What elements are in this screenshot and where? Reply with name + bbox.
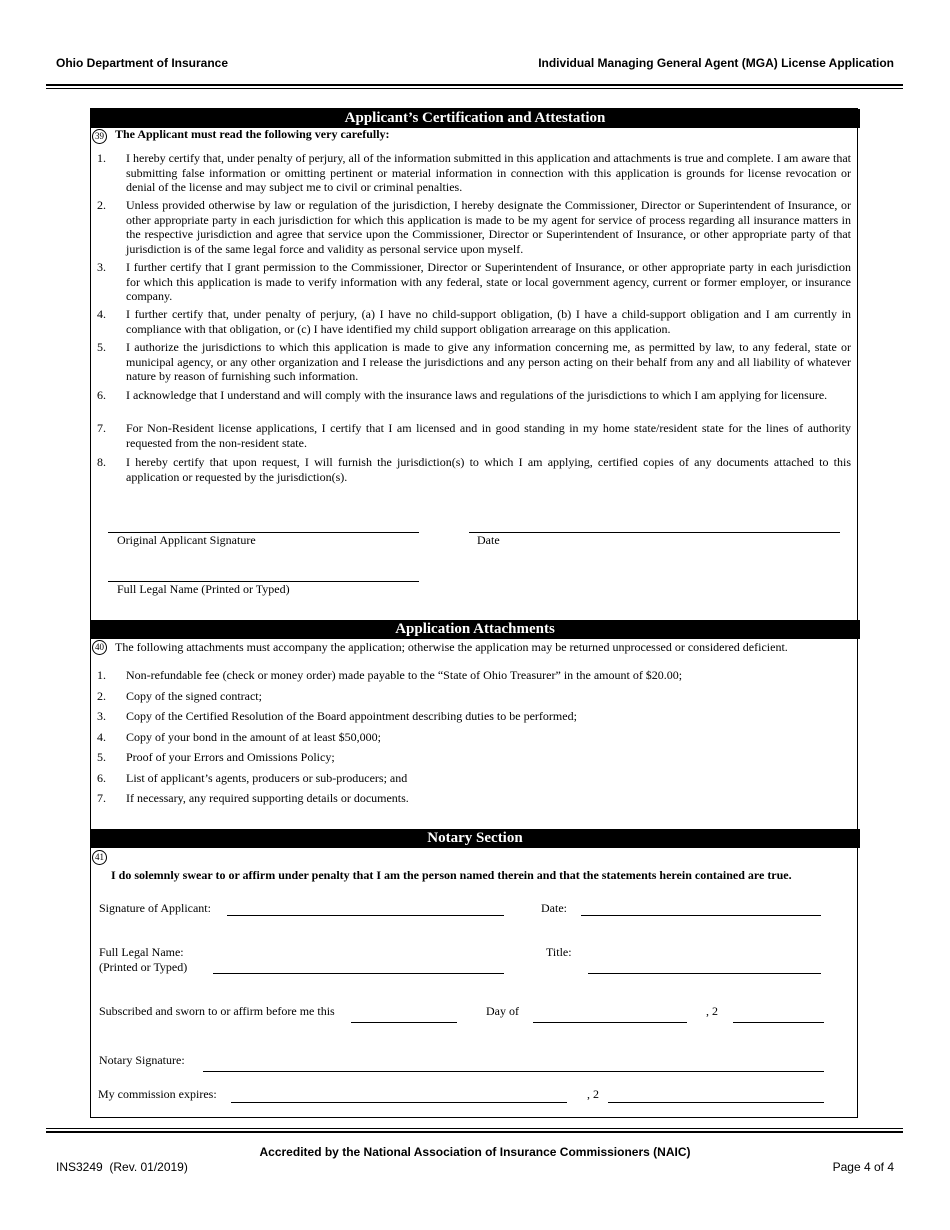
commission-year-line[interactable] <box>608 1102 824 1103</box>
header-rule <box>46 84 903 86</box>
certification-item <box>97 340 857 384</box>
applicant-signature-label: Original Applicant Signature <box>117 533 256 547</box>
notary-date-line[interactable] <box>581 915 821 916</box>
notary-full-name-sublabel: (Printed or Typed) <box>99 960 188 974</box>
certification-item <box>97 307 857 336</box>
item-text: Copy of the Certified Resolution of the Board appointment describing duties to be performed; <box>126 709 577 723</box>
notary-title-label: Title: <box>546 945 572 959</box>
item-number: 7. <box>97 421 106 435</box>
item-text: Proof of your Errors and Omissions Policy; <box>126 750 335 764</box>
section-number-41: 41 <box>92 850 107 865</box>
item-text: Copy of your bond in the amount of at least $50,000; <box>126 730 381 744</box>
signature-date-line[interactable] <box>469 532 840 533</box>
item-text: If necessary, any required supporting details or documents. <box>126 791 409 805</box>
commission-expires-line[interactable] <box>231 1102 567 1103</box>
item-text: I further certify that I grant permission to the Commissioner, Director or Superintendent of Insurance, or other appropriate party in each jurisdiction for which this application is made to verify information with any federal, state or local government agency, current or former employer, or insurance company. <box>126 260 851 304</box>
day-of-month-line[interactable] <box>533 1022 687 1023</box>
certification-item <box>97 455 857 484</box>
notary-title-line[interactable] <box>588 973 821 974</box>
item-number: 3. <box>97 260 106 274</box>
notary-date-label: Date: <box>541 901 567 915</box>
certification-section-title: Applicant’s Certification and Attestation <box>90 109 860 128</box>
item-text: List of applicant’s agents, producers or sub-producers; and <box>126 771 408 785</box>
item-text: Copy of the signed contract; <box>126 689 262 703</box>
item-number: 2. <box>97 689 106 703</box>
certification-item <box>97 198 857 256</box>
header-agency: Ohio Department of Insurance <box>56 56 229 70</box>
footer-form-id: INS3249 (Rev. 01/2019) <box>56 1160 188 1174</box>
section-number-39: 39 <box>92 129 107 144</box>
attachments-section-title: Application Attachments <box>90 620 860 639</box>
notary-full-name-label: Full Legal Name: <box>99 945 184 959</box>
subscribed-day-line[interactable] <box>351 1022 457 1023</box>
certification-item <box>97 388 857 403</box>
section-number-40: 40 <box>92 640 107 655</box>
item-number: 5. <box>97 750 106 764</box>
item-number: 1. <box>97 151 106 165</box>
notary-applicant-signature-line[interactable] <box>227 915 504 916</box>
item-text: I hereby certify that, under penalty of perjury, all of the information submitted in this application and attachments is true and complete. I am aware that submitting false information or omitting pertinent or material information in connection with this application is grounds for license revocation or denial of the license and may subject me to civil or criminal penalties. <box>126 151 851 195</box>
commission-expires-label: My commission expires: <box>98 1087 217 1101</box>
item-text: Non-refundable fee (check or money order) made payable to the “State of Ohio Treasurer” in the amount of $20.00; <box>126 668 683 682</box>
notary-oath: I do solemnly swear to or affirm under penalty that I am the person named therein and that the statements herein contained are true. <box>111 868 792 882</box>
certification-intro: The Applicant must read the following very carefully: <box>115 127 390 141</box>
certification-item <box>97 260 857 304</box>
certification-item <box>97 421 857 450</box>
item-text: I further certify that, under penalty of perjury, (a) I have no child-support obligation, (b) I have a child-support obligation and I am currently in compliance with that obligation, or (c) I have identified my child support obligation arrearage on this application. <box>126 307 851 336</box>
attachments-intro: The following attachments must accompany the application; otherwise the application may be returned unprocessed or considered deficient. <box>115 640 788 654</box>
notary-section-title: Notary Section <box>90 829 860 848</box>
item-number: 4. <box>97 307 106 321</box>
item-number: 2. <box>97 198 106 212</box>
item-text: Unless provided otherwise by law or regulation of the jurisdiction, I hereby designate the Commissioner, Director or Superintendent of Insurance, or other appropriate party in each jurisdiction for which this application is made to be my agent for service of process regarding all insurance matters in the respective jurisdiction and agree that service upon the Commissioner, Director or Superintendent of Insurance, or other appropriate party of that jurisdiction is of the same legal force and validity as personal service upon myself. <box>126 198 851 256</box>
item-number: 6. <box>97 771 106 785</box>
header-form-title: Individual Managing General Agent (MGA) License Application <box>538 56 894 70</box>
item-text: For Non-Resident license applications, I certify that I am licensed and in good standing in my home state/resident state for the lines of authority requested from the non-resident state. <box>126 421 851 450</box>
item-number: 1. <box>97 668 106 682</box>
item-number: 8. <box>97 455 106 469</box>
item-text: I authorize the jurisdictions to which this application is made to give any information concerning me, as permitted by law, to any federal, state or municipal agency, or any other organization and I release the jurisdictions and any person acting on their behalf from any and all liability of whatever nature by reason of furnishing such information. <box>126 340 851 384</box>
footer-rule <box>46 1131 903 1133</box>
item-number: 5. <box>97 340 106 354</box>
day-of-label: Day of <box>486 1004 519 1018</box>
full-legal-name-label: Full Legal Name (Printed or Typed) <box>117 582 290 596</box>
year-prefix: , 2 <box>706 1004 718 1018</box>
footer-page-number: Page 4 of 4 <box>832 1160 894 1174</box>
certification-item <box>97 151 857 195</box>
item-number: 6. <box>97 388 106 402</box>
notary-signature-line[interactable] <box>203 1071 824 1072</box>
item-number: 3. <box>97 709 106 723</box>
footer-rule-thin <box>46 1128 903 1129</box>
year-line[interactable] <box>733 1022 824 1023</box>
item-text: I acknowledge that I understand and will comply with the insurance laws and regulations of the jurisdictions to which I am applying for licensure. <box>126 388 828 402</box>
item-number: 4. <box>97 730 106 744</box>
subscribed-label: Subscribed and sworn to or affirm before me this <box>99 1004 335 1018</box>
footer-accreditation: Accredited by the National Association of Insurance Commissioners (NAIC) <box>259 1145 691 1159</box>
notary-applicant-signature-label: Signature of Applicant: <box>99 901 211 915</box>
notary-signature-label: Notary Signature: <box>99 1053 185 1067</box>
commission-year-prefix: , 2 <box>587 1087 599 1101</box>
item-number: 7. <box>97 791 106 805</box>
signature-date-label: Date <box>477 533 500 547</box>
item-text: I hereby certify that upon request, I will furnish the jurisdiction(s) to which I am applying, certified copies of any documents attached to this application or requested by the jurisdiction(s). <box>126 455 851 484</box>
header-rule-thin <box>46 88 903 89</box>
notary-full-name-line[interactable] <box>213 973 504 974</box>
